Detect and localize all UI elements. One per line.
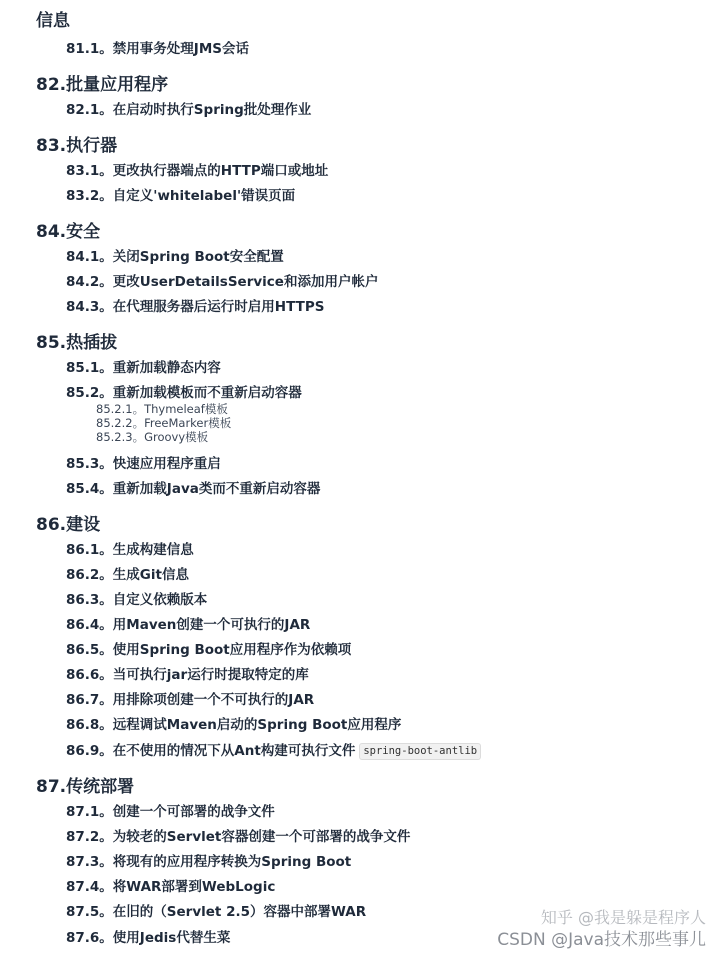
watermark-zhihu: 知乎 @我是躲是程序人 <box>540 908 706 927</box>
toc-item[interactable]: 86.7。用排除项创建一个不可执行的JAR <box>66 692 315 708</box>
toc-item[interactable]: 86.4。用Maven创建一个可执行的JAR <box>66 617 311 633</box>
toc-item[interactable]: 86.8。远程调试Maven启动的Spring Boot应用程序 <box>66 717 402 733</box>
toc-item[interactable]: 83.1。更改执行器端点的HTTP端口或地址 <box>66 163 329 179</box>
toc-subitem[interactable]: 85.2.3。Groovy模板 <box>96 430 209 444</box>
toc-item[interactable]: 86.1。生成构建信息 <box>66 542 194 558</box>
section-heading[interactable]: 86.建设 <box>36 515 101 535</box>
watermark <box>497 907 706 951</box>
toc-item[interactable]: 87.5。在旧的（Servlet 2.5）容器中部署WAR <box>66 904 367 920</box>
toc-subitem[interactable]: 85.2.2。FreeMarker模板 <box>96 416 232 430</box>
toc-item[interactable]: 83.2。自定义'whitelabel'错误页面 <box>66 188 296 204</box>
section-heading: 信息 <box>36 11 70 31</box>
toc-item[interactable]: 84.2。更改UserDetailsService和添加用户帐户 <box>66 274 379 290</box>
section-heading[interactable]: 82.批量应用程序 <box>36 75 169 95</box>
toc-item[interactable]: 85.4。重新加载Java类而不重新启动容器 <box>66 481 321 497</box>
watermark-csdn: CSDN @Java技术那些事儿 <box>497 930 706 950</box>
toc-item[interactable]: 87.6。使用Jedis代替生菜 <box>66 930 231 946</box>
toc-subitem[interactable]: 85.2.1。Thymeleaf模板 <box>96 402 228 416</box>
toc-item[interactable]: 86.3。自定义依赖版本 <box>66 592 208 608</box>
toc-item[interactable]: 85.3。快速应用程序重启 <box>66 456 221 472</box>
section-heading[interactable]: 85.热插拔 <box>36 333 118 353</box>
toc-item-label: 86.9。在不使用的情况下从Ant构建可执行文件 <box>66 743 356 759</box>
toc-item[interactable]: 86.2。生成Git信息 <box>66 567 189 583</box>
toc-item[interactable]: 87.2。为较老的Servlet容器创建一个可部署的战争文件 <box>66 829 411 845</box>
toc-item[interactable]: 86.5。使用Spring Boot应用程序作为依赖项 <box>66 642 352 658</box>
toc-item[interactable]: 82.1。在启动时执行Spring批处理作业 <box>66 102 312 118</box>
toc-item[interactable]: 85.1。重新加载静态内容 <box>66 360 221 376</box>
toc-item-with-code[interactable] <box>66 739 481 760</box>
toc-item[interactable]: 85.2。重新加载模板而不重新启动容器 <box>66 385 302 401</box>
toc-item[interactable]: 86.6。当可执行jar运行时提取特定的库 <box>66 667 309 683</box>
inline-code: spring-boot-antlib <box>359 743 481 760</box>
section-heading[interactable]: 87.传统部署 <box>36 777 135 797</box>
toc-item[interactable]: 84.1。关闭Spring Boot安全配置 <box>66 249 284 265</box>
toc-item[interactable]: 84.3。在代理服务器后运行时启用HTTPS <box>66 299 325 315</box>
toc-item[interactable]: 87.4。将WAR部署到WebLogic <box>66 879 276 895</box>
section-heading[interactable]: 84.安全 <box>36 222 101 242</box>
section-heading[interactable]: 83.执行器 <box>36 136 118 156</box>
toc-item[interactable]: 87.3。将现有的应用程序转换为Spring Boot <box>66 854 352 870</box>
toc-item[interactable]: 87.1。创建一个可部署的战争文件 <box>66 804 275 820</box>
toc-item[interactable]: 81.1。禁用事务处理JMS会话 <box>66 41 249 57</box>
